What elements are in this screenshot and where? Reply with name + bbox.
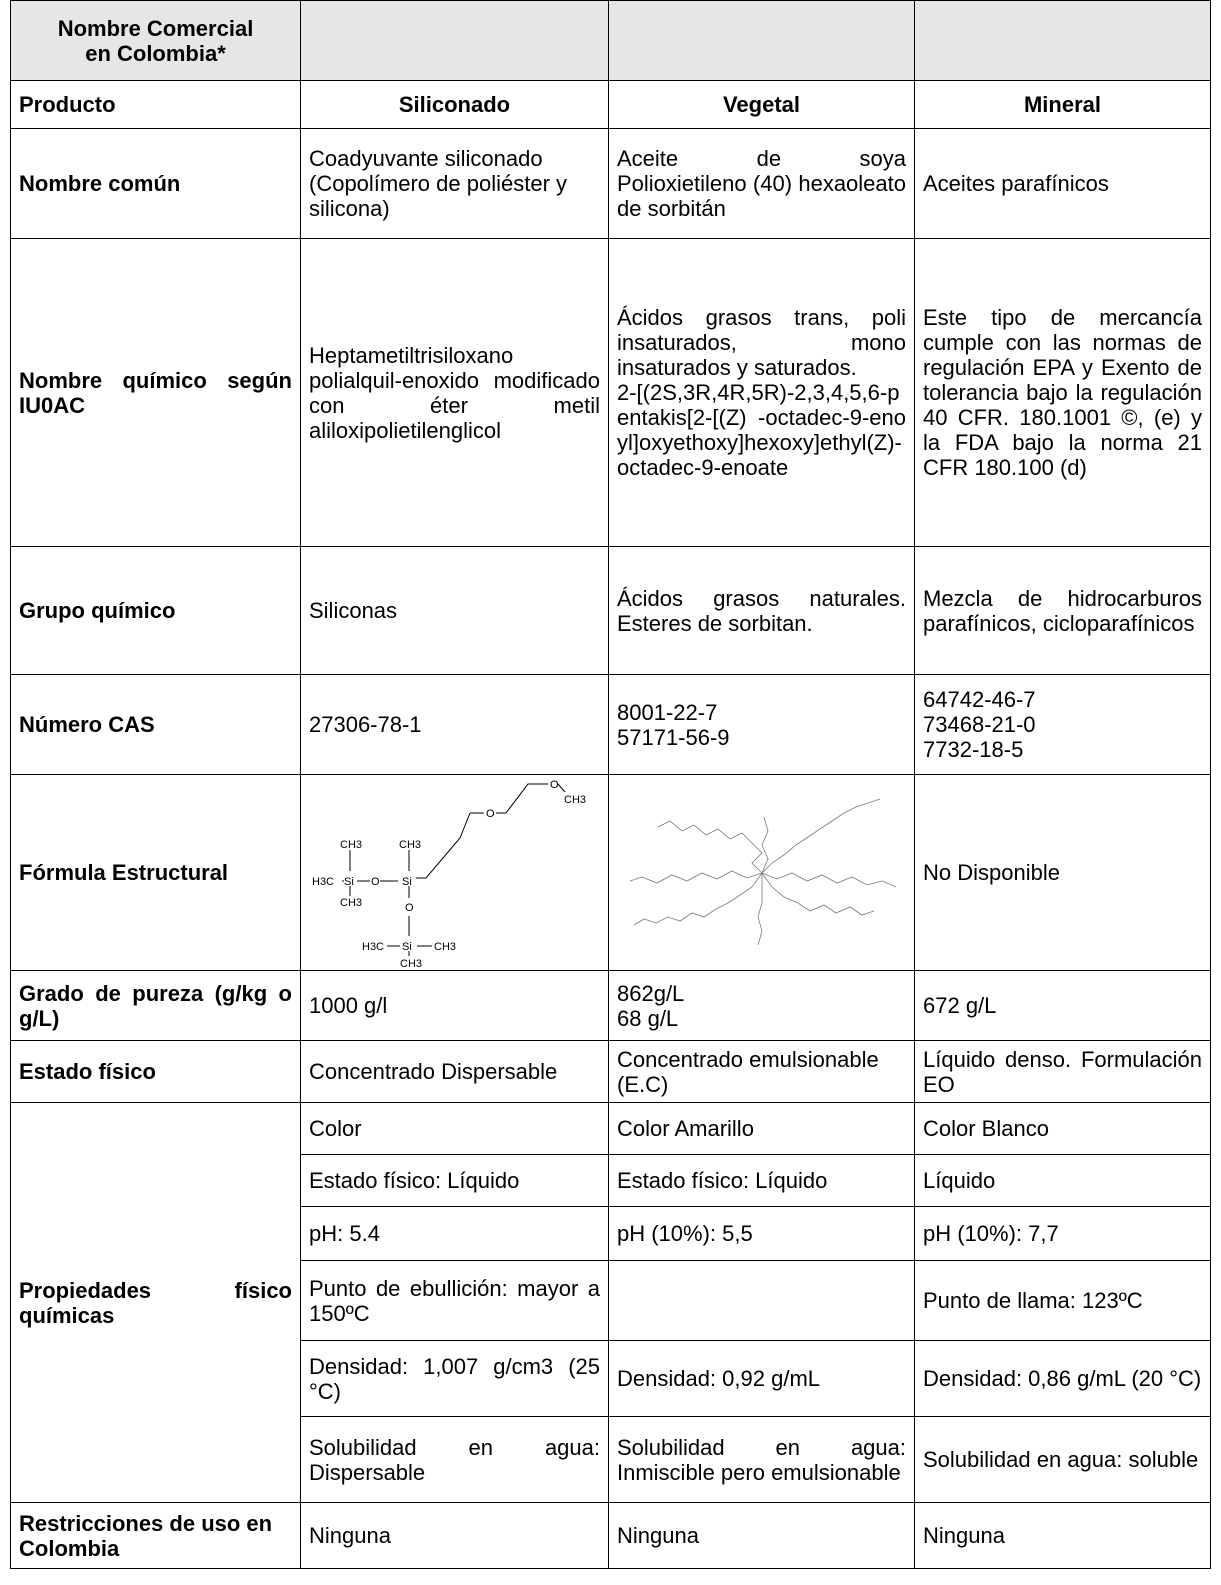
atom-si-1: Si xyxy=(343,875,354,888)
chemical-name-label: Nombre químico según IU0AC xyxy=(11,239,301,547)
row-chemical-name xyxy=(11,239,1211,547)
chemical-group-siliconado: Siliconas xyxy=(301,547,609,675)
cas-number-siliconado: 27306-78-1 xyxy=(301,675,609,775)
common-name-vegetal xyxy=(609,129,915,239)
product-vegetal: Vegetal xyxy=(609,81,915,129)
properties-label: Propiedades físico químicas xyxy=(11,1103,301,1503)
row-common-name xyxy=(11,129,1211,239)
property-siliconado: Densidad: 1,007 g/cm3 (25 °C) xyxy=(301,1341,609,1417)
cas-number-vegetal xyxy=(609,675,915,775)
atom-si-3: Si xyxy=(401,940,412,953)
trade-name-siliconado xyxy=(301,1,609,81)
product-mineral: Mineral xyxy=(915,81,1211,129)
restrictions-vegetal: Ninguna xyxy=(609,1503,915,1569)
restrictions-siliconado: Ninguna xyxy=(301,1503,609,1569)
row-cas-number xyxy=(11,675,1211,775)
atom-ch3-a: CH3 xyxy=(339,838,362,851)
structural-formula-vegetal xyxy=(609,775,915,971)
trade-name-mineral xyxy=(915,1,1211,81)
trade-name-label-line1: Nombre Comercial xyxy=(57,15,254,41)
atom-si-2: Si xyxy=(401,875,412,888)
cas-number-mineral-3: 7732-18-5 xyxy=(923,737,1024,762)
physical-state-mineral: Líquido denso. Formulación EO xyxy=(915,1041,1211,1103)
cas-number-label: Número CAS xyxy=(11,675,301,775)
purity-vegetal xyxy=(609,971,915,1041)
property-vegetal: Solubilidad en agua: Inmiscible pero emulsionable xyxy=(609,1417,915,1503)
polysorbate-molecule-diagram xyxy=(612,783,912,963)
property-mineral: pH (10%): 7,7 xyxy=(915,1207,1211,1261)
structural-formula-label: Fórmula Estructural xyxy=(11,775,301,971)
cas-number-mineral-1: 64742-46-7 xyxy=(923,687,1036,712)
row-purity xyxy=(11,971,1211,1041)
common-name-mineral: Aceites parafínicos xyxy=(915,129,1211,239)
chemical-group-vegetal: Ácidos grasos naturales. Esteres de sorbitan. xyxy=(609,547,915,675)
atom-ch3-e: CH3 xyxy=(399,957,422,968)
property-vegetal xyxy=(609,1261,915,1341)
property-mineral: Color Blanco xyxy=(915,1103,1211,1155)
row-properties-1 xyxy=(11,1103,1211,1155)
common-name-vegetal-line2: Polioxietileno (40) hexaoleato de sorbitán xyxy=(617,171,906,221)
purity-vegetal-1: 862g/L xyxy=(617,980,685,1006)
row-physical-state xyxy=(11,1041,1211,1103)
trade-name-vegetal xyxy=(609,1,915,81)
cas-number-vegetal-2: 57171-56-9 xyxy=(617,724,730,750)
purity-vegetal-2: 68 g/L xyxy=(617,1005,679,1031)
property-mineral: Solubilidad en agua: soluble xyxy=(915,1417,1211,1503)
structural-formula-siliconado xyxy=(301,775,609,971)
property-mineral: Densidad: 0,86 g/mL (20 °C) xyxy=(915,1341,1211,1417)
product-comparison-table xyxy=(10,0,1211,1569)
chemical-name-mineral: Este tipo de mercancía cumple con las normas de regulación EPA y Exento de tolerancia bajo la regulación 40 CFR. 180.1001 ©, (e) y la FDA bajo la norma 21 CFR 180.100 (d) xyxy=(915,239,1211,547)
atom-o-end: O xyxy=(549,778,559,791)
purity-siliconado: 1000 g/l xyxy=(301,971,609,1041)
restrictions-label: Restricciones de uso en Colombia xyxy=(11,1503,301,1569)
property-siliconado: Solubilidad en agua: Dispersable xyxy=(301,1417,609,1503)
chemical-name-vegetal xyxy=(609,239,915,547)
cas-number-mineral xyxy=(915,675,1211,775)
data-sheet xyxy=(10,0,1210,1569)
physical-state-label: Estado físico xyxy=(11,1041,301,1103)
atom-ch3-b: CH3 xyxy=(398,838,421,851)
row-trade-name xyxy=(11,1,1211,81)
chemical-name-vegetal-part2: 2-[(2S,3R,4R,5R)-2,3,4,5,6-pentakis[2-[(Z) -octadec-9-enoyl]oxyethoxy]hexoxy]ethyl(Z)-octadec-9-enoate xyxy=(617,380,906,480)
chemical-group-label: Grupo químico xyxy=(11,547,301,675)
restrictions-mineral: Ninguna xyxy=(915,1503,1211,1569)
atom-o-1: O xyxy=(370,875,380,888)
cas-number-vegetal-1: 8001-22-7 xyxy=(617,699,718,725)
row-product xyxy=(11,81,1211,129)
structural-formula-mineral: No Disponible xyxy=(915,775,1211,971)
property-siliconado: pH: 5.4 xyxy=(301,1207,609,1261)
physical-state-vegetal: Concentrado emulsionable (E.C) xyxy=(609,1041,915,1103)
chemical-name-siliconado: Heptametiltrisiloxano polialquil-enoxido modificado con éter metil aliloxipolietilenglicol xyxy=(301,239,609,547)
row-restrictions xyxy=(11,1503,1211,1569)
physical-state-siliconado: Concentrado Dispersable xyxy=(301,1041,609,1103)
property-mineral: Punto de llama: 123ºC xyxy=(915,1261,1211,1341)
product-siliconado: Siliconado xyxy=(301,81,609,129)
common-name-siliconado: Coadyuvante siliconado (Copolímero de poliéster y silicona) xyxy=(301,129,609,239)
property-siliconado: Color xyxy=(301,1103,609,1155)
property-siliconado: Estado físico: Líquido xyxy=(301,1155,609,1207)
common-name-label: Nombre común xyxy=(11,129,301,239)
row-chemical-group xyxy=(11,547,1211,675)
trade-name-label xyxy=(11,1,301,81)
atom-ch3-end: CH3 xyxy=(563,793,586,806)
purity-mineral: 672 g/L xyxy=(915,971,1211,1041)
property-vegetal: Color Amarillo xyxy=(609,1103,915,1155)
common-name-vegetal-line1: Aceite de soya xyxy=(617,146,906,171)
trade-name-label-line2: en Colombia* xyxy=(85,40,226,66)
property-mineral: Líquido xyxy=(915,1155,1211,1207)
atom-o-chain: O xyxy=(485,807,495,820)
property-vegetal: Estado físico: Líquido xyxy=(609,1155,915,1207)
property-siliconado: Punto de ebullición: mayor a 150ºC xyxy=(301,1261,609,1341)
product-label: Producto xyxy=(11,81,301,129)
chemical-name-vegetal-part1: Ácidos grasos trans, poli insaturados, mono insaturados y saturados. xyxy=(617,305,906,380)
atom-ch3-d: CH3 xyxy=(433,940,456,953)
purity-label: Grado de pureza (g/kg o g/L) xyxy=(11,971,301,1041)
property-vegetal: Densidad: 0,92 g/mL xyxy=(609,1341,915,1417)
atom-h3c-low: H3C xyxy=(361,940,384,953)
atom-o-2: O xyxy=(404,901,414,914)
cas-number-mineral-2: 73468-21-0 xyxy=(923,712,1036,737)
atom-h3c-left: H3C xyxy=(311,875,334,888)
property-vegetal: pH (10%): 5,5 xyxy=(609,1207,915,1261)
siloxane-molecule-diagram xyxy=(310,778,600,968)
row-structural-formula xyxy=(11,775,1211,971)
atom-ch3-c: CH3 xyxy=(339,896,362,909)
chemical-group-mineral: Mezcla de hidrocarburos parafínicos, cicloparafínicos xyxy=(915,547,1211,675)
